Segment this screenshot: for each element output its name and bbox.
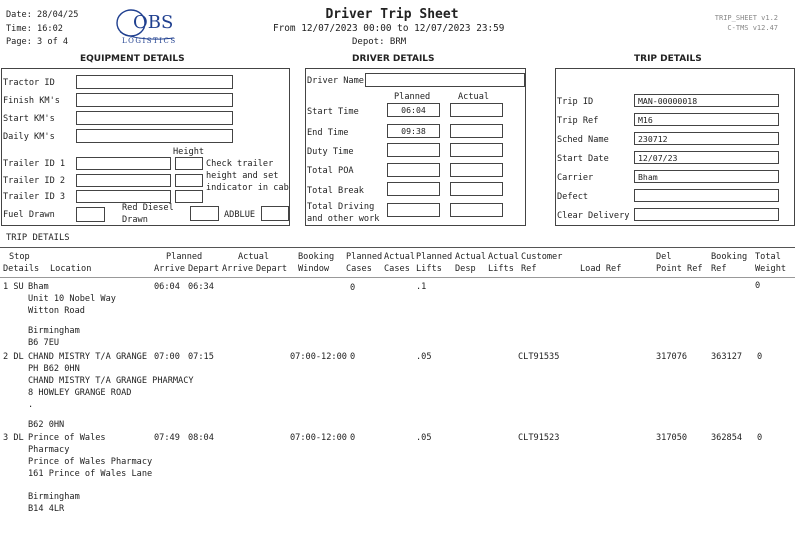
company-logo — [116, 8, 178, 48]
carrier-label: Carrier — [557, 173, 594, 183]
actual-header: Actual — [458, 92, 490, 102]
address-line: Pharmacy — [28, 445, 70, 455]
address-postcode: B6 7EU — [28, 338, 60, 348]
col-actual-depart: Depart — [256, 264, 288, 274]
clear-delivery-label: Clear Delivery — [557, 211, 630, 221]
total-weight: 0 — [755, 281, 761, 291]
check-height-note-2: height and set — [206, 171, 279, 181]
duty-time-label: Duty Time — [307, 147, 354, 157]
daily-km-label: Daily KM's — [3, 132, 55, 142]
col-stop: Stop — [9, 252, 30, 262]
daily-km-field[interactable] — [76, 129, 233, 143]
col-planned: Planned — [166, 252, 203, 262]
col-actual-arrive: Arrive — [222, 264, 254, 274]
planned-arrive: 06:04 — [154, 282, 180, 292]
table-top-rule — [0, 247, 795, 248]
trailer-id-3-label: Trailer ID 3 — [3, 192, 66, 202]
defect-label: Defect — [557, 192, 589, 202]
start-km-label: Start KM's — [3, 114, 55, 124]
red-diesel-label-2: Drawn — [122, 215, 148, 225]
total-poa-actual-field[interactable] — [450, 163, 503, 177]
col-customer-ref-2: Ref — [521, 264, 537, 274]
trip-id-label: Trip ID — [557, 97, 594, 107]
col-del-point: Del — [656, 252, 672, 262]
report-code: TRIP_SHEET v1.2 — [714, 14, 778, 22]
logo-subtitle: LOGISTICS — [122, 37, 177, 45]
trailer-3-height-field[interactable] — [175, 190, 203, 203]
col-actual-desp-2: Desp — [455, 264, 476, 274]
address-line: Witton Road — [28, 306, 85, 316]
col-del-point-2: Point Ref — [656, 264, 703, 274]
stop-name: CHAND MISTRY T/A GRANGE — [28, 352, 147, 362]
col-window: Window — [298, 264, 330, 274]
total-break-label: Total Break — [307, 186, 364, 196]
trip-panel — [555, 68, 795, 226]
start-time-label: Start Time — [307, 107, 359, 117]
address-line: PH B62 0HN — [28, 364, 80, 374]
height-label: Height — [173, 147, 205, 157]
col-planned-cases: Planned — [346, 252, 383, 262]
defect-field[interactable] — [634, 189, 779, 202]
check-height-note-3: indicator in cab — [206, 183, 289, 193]
equipment-details-title: EQUIPMENT DETAILS — [80, 54, 185, 64]
total-driving-label-2: and other work — [307, 214, 380, 224]
planned-lifts: .1 — [416, 282, 427, 292]
address-line: 8 HOWLEY GRANGE ROAD — [28, 388, 132, 398]
date-range: From 12/07/2023 00:00 to 12/07/2023 23:59 — [273, 23, 505, 34]
trailer-id-1-field[interactable] — [76, 157, 171, 170]
total-break-actual-field[interactable] — [450, 182, 503, 196]
tractor-id-field[interactable] — [76, 75, 233, 89]
trailer-id-3-field[interactable] — [76, 190, 171, 203]
planned-cases: 0 — [350, 352, 356, 362]
planned-lifts: .05 — [416, 433, 432, 443]
col-booking-ref: Booking — [711, 252, 748, 262]
address-postcode: B62 0HN — [28, 420, 65, 430]
trip-id-field[interactable]: MAN-00000018 — [634, 94, 779, 107]
finish-km-field[interactable] — [76, 93, 233, 107]
carrier-field[interactable]: Bham — [634, 170, 779, 183]
customer-ref: CLT91523 — [518, 433, 560, 443]
print-time: Time: 16:02 — [6, 24, 63, 34]
col-load-ref: Load Ref — [580, 264, 622, 274]
col-planned-depart: Depart — [188, 264, 220, 274]
trailer-id-2-field[interactable] — [76, 174, 171, 187]
print-date: Date: 28/04/25 — [6, 10, 79, 20]
col-actual: Actual — [238, 252, 270, 262]
trailer-id-2-label: Trailer ID 2 — [3, 176, 66, 186]
fuel-drawn-label: Fuel Drawn — [3, 210, 55, 220]
trailer-id-1-label: Trailer ID 1 — [3, 159, 66, 169]
start-time-planned-field[interactable]: 06:04 — [387, 103, 440, 117]
trip-ref-label: Trip Ref — [557, 116, 599, 126]
address-line: Birmingham — [28, 326, 80, 336]
planned-depart: 07:15 — [188, 352, 214, 362]
end-time-actual-field[interactable] — [450, 124, 503, 138]
col-details: Details — [3, 264, 40, 274]
del-point-ref: 317050 — [656, 433, 688, 443]
total-weight: 0 — [757, 352, 763, 362]
stop-name: Bham — [28, 282, 49, 292]
address-line: CHAND MISTRY T/A GRANGE PHARMACY — [28, 376, 194, 386]
planned-lifts: .05 — [416, 352, 432, 362]
adblue-label: ADBLUE — [224, 210, 256, 220]
planned-depart: 08:04 — [188, 433, 214, 443]
col-total-weight-2: Weight — [755, 264, 787, 274]
col-planned-lifts: Planned — [416, 252, 453, 262]
col-planned-lifts-2: Lifts — [416, 264, 442, 274]
driver-name-label: Driver Name — [307, 76, 364, 86]
driver-details-title: DRIVER DETAILS — [352, 54, 435, 64]
col-actual-lifts: Actual — [488, 252, 520, 262]
customer-ref: CLT91535 — [518, 352, 560, 362]
total-weight: 0 — [757, 433, 763, 443]
booking-window: 07:00-12:00 — [290, 352, 347, 362]
trip-ref-field[interactable]: M16 — [634, 113, 779, 126]
col-actual-lifts-2: Lifts — [488, 264, 514, 274]
system-version: C-TMS v12.47 — [727, 24, 778, 32]
booking-ref: 363127 — [711, 352, 743, 362]
stop-number: 1 SU — [3, 282, 24, 292]
clear-delivery-field[interactable] — [634, 208, 779, 221]
page-number: Page: 3 of 4 — [6, 37, 69, 47]
end-time-label: End Time — [307, 128, 349, 138]
trip-details-title: TRIP DETAILS — [634, 54, 702, 64]
planned-depart: 06:34 — [188, 282, 214, 292]
planned-arrive: 07:00 — [154, 352, 180, 362]
finish-km-label: Finish KM's — [3, 96, 60, 106]
total-break-planned-field[interactable] — [387, 182, 440, 196]
address-line: . — [28, 400, 34, 410]
col-planned-arrive: Arrive — [154, 264, 186, 274]
logo-letters: OBS — [133, 12, 174, 33]
duty-time-planned-field[interactable] — [387, 143, 440, 157]
start-time-actual-field[interactable] — [450, 103, 503, 117]
table-header-rule — [0, 277, 795, 278]
col-customer-ref: Customer — [521, 252, 563, 262]
col-booking: Booking — [298, 252, 335, 262]
col-booking-ref-2: Ref — [711, 264, 727, 274]
red-diesel-field[interactable] — [190, 206, 219, 221]
stop-number: 2 DL — [3, 352, 24, 362]
sched-name-field[interactable]: 230712 — [634, 132, 779, 145]
planned-arrive: 07:49 — [154, 433, 180, 443]
page-title: Driver Trip Sheet — [325, 7, 459, 22]
col-planned-cases-2: Cases — [346, 264, 372, 274]
planned-cases: 0 — [350, 283, 356, 293]
address-line: Unit 10 Nobel Way — [28, 294, 116, 304]
address-line: Prince of Wales Pharmacy — [28, 457, 153, 467]
del-point-ref: 317076 — [656, 352, 688, 362]
booking-ref: 362854 — [711, 433, 743, 443]
planned-cases: 0 — [350, 433, 356, 443]
total-driving-label: Total Driving — [307, 202, 375, 212]
total-poa-label: Total POA — [307, 166, 354, 176]
address-line: 161 Prince of Wales Lane — [28, 469, 153, 479]
trailer-1-height-field[interactable] — [175, 157, 203, 170]
fuel-drawn-field[interactable] — [76, 207, 105, 222]
start-date-field[interactable]: 12/07/23 — [634, 151, 779, 164]
address-line: Birmingham — [28, 492, 80, 502]
start-date-label: Start Date — [557, 154, 609, 164]
total-driving-actual-field[interactable] — [450, 203, 503, 217]
red-diesel-label: Red Diesel — [122, 203, 174, 213]
col-actual-cases-2: Cases — [384, 264, 410, 274]
col-location: Location — [50, 264, 92, 274]
col-actual-cases: Actual — [384, 252, 416, 262]
booking-window: 07:00-12:00 — [290, 433, 347, 443]
trailer-2-height-field[interactable] — [175, 174, 203, 187]
sched-name-label: Sched Name — [557, 135, 609, 145]
total-poa-planned-field[interactable] — [387, 163, 440, 177]
depot-label: Depot: BRM — [352, 37, 407, 47]
planned-header: Planned — [394, 92, 431, 102]
trip-details-section-title: TRIP DETAILS — [6, 233, 70, 243]
end-time-planned-field[interactable]: 09:38 — [387, 124, 440, 138]
duty-time-actual-field[interactable] — [450, 143, 503, 157]
address-postcode: B14 4LR — [28, 504, 65, 514]
tractor-id-label: Tractor ID — [3, 78, 55, 88]
check-height-note-1: Check trailer — [206, 159, 274, 169]
adblue-field[interactable] — [261, 206, 289, 221]
stop-number: 3 DL — [3, 433, 24, 443]
driver-name-field[interactable] — [365, 73, 525, 87]
stop-name: Prince of Wales — [28, 433, 106, 443]
start-km-field[interactable] — [76, 111, 233, 125]
col-total-weight: Total — [755, 252, 781, 262]
col-actual-desp: Actual — [455, 252, 487, 262]
total-driving-planned-field[interactable] — [387, 203, 440, 217]
